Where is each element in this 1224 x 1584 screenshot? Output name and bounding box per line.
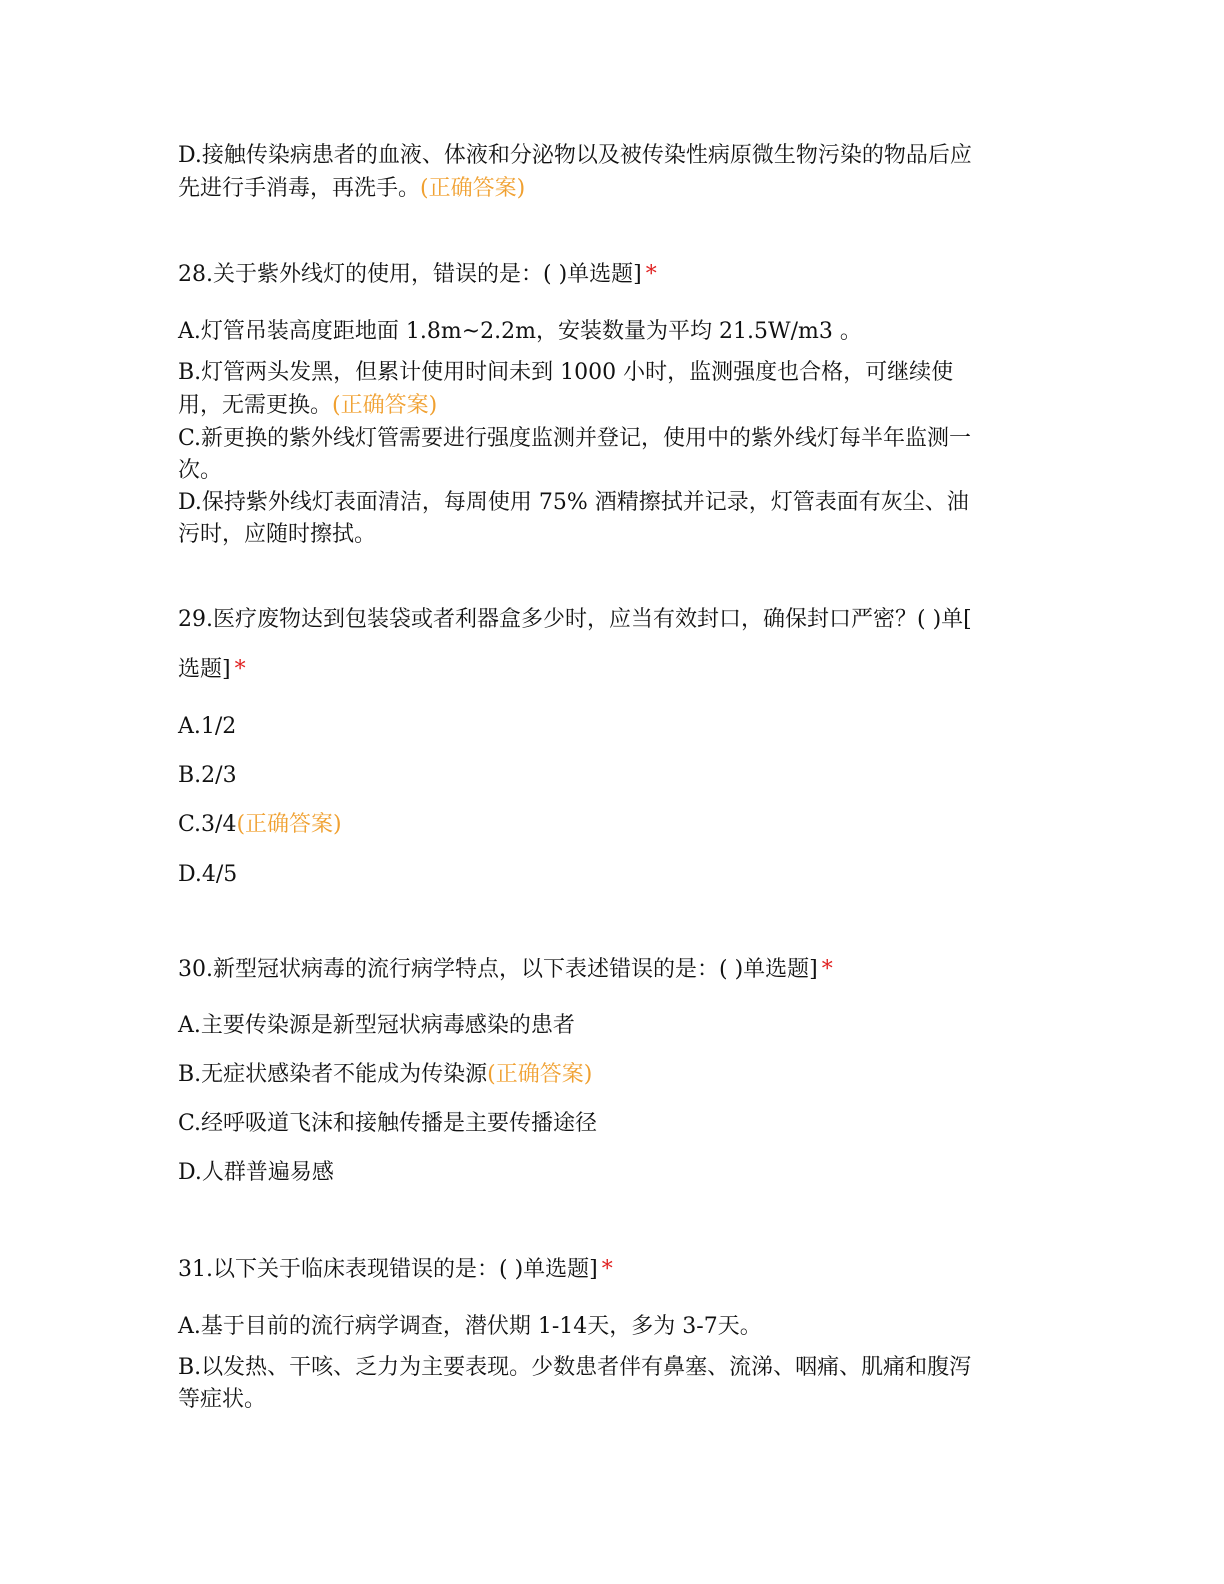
q30-option-d: D.人群普遍易感: [178, 1160, 334, 1185]
q28-option-d-line1: D.保持紫外线灯表面清洁，每周使用 75% 酒精擦拭并记录，灯管表面有灰尘、油: [178, 490, 969, 515]
q28-option-b-line1: B.灯管两头发黑，但累计使用时间未到 1000 小时，监测强度也合格，可继续使: [178, 360, 954, 385]
q28-title-text: 28.关于紫外线灯的使用，错误的是：( )单选题]: [178, 262, 642, 287]
correct-answer-tag: (正确答案): [332, 393, 438, 418]
required-asterisk: *: [645, 262, 657, 287]
correct-answer-tag: (正确答案): [420, 176, 526, 201]
q31-option-b-line1: B.以发热、干咳、乏力为主要表现。少数患者伴有鼻塞、流涕、咽痛、肌痛和腹泻: [178, 1355, 972, 1380]
correct-answer-tag: (正确答案): [236, 812, 342, 837]
required-asterisk: *: [234, 657, 246, 682]
required-asterisk: *: [821, 957, 833, 982]
q30-option-a: A.主要传染源是新型冠状病毒感染的患者: [178, 1013, 575, 1038]
q29-option-c: [178, 811, 342, 839]
q29-title-text: 选题]: [178, 657, 231, 682]
q28-option-a: A.灯管吊装高度距地面 1.8m~2.2m，安装数量为平均 21.5W/m3 。: [178, 319, 862, 344]
q28-title: [178, 261, 657, 289]
q30-option-b: [178, 1061, 592, 1089]
q30-option-c: C.经呼吸道飞沫和接触传播是主要传播途径: [178, 1111, 598, 1136]
q28-option-c-line1: C.新更换的紫外线灯管需要进行强度监测并登记，使用中的紫外线灯每半年监测一: [178, 426, 972, 451]
q27-option-d-line2: [178, 175, 525, 203]
q31-title: [178, 1256, 613, 1284]
q29-option-c-text: C.3/4: [178, 812, 237, 837]
q28-option-d-line2: 污时，应随时擦拭。: [178, 522, 377, 547]
q27-option-d-line1: D.接触传染病患者的血液、体液和分泌物以及被传染性病原微生物污染的物品后应: [178, 143, 972, 168]
q30-title-text: 30.新型冠状病毒的流行病学特点，以下表述错误的是：( )单选题]: [178, 957, 818, 982]
correct-answer-tag: (正确答案): [487, 1062, 593, 1087]
q28-option-b-text: 用，无需更换。: [178, 393, 333, 418]
q28-option-c-line2: 次。: [178, 458, 223, 483]
q30-title: [178, 956, 833, 984]
q28-option-b-line2: [178, 392, 437, 420]
q29-option-a: A.1/2: [178, 714, 237, 739]
q31-option-a: A.基于目前的流行病学调查，潜伏期 1-14天，多为 3-7天。: [178, 1314, 762, 1339]
q29-title-line1: 29.医疗废物达到包装袋或者利器盒多少时，应当有效封口，确保封口严密？( )单[: [178, 607, 972, 632]
required-asterisk: *: [601, 1257, 613, 1282]
q31-title-text: 31.以下关于临床表现错误的是：( )单选题]: [178, 1257, 598, 1282]
q29-option-d: D.4/5: [178, 862, 238, 887]
q29-option-b: B.2/3: [178, 763, 237, 788]
q31-option-b-line2: 等症状。: [178, 1387, 267, 1412]
q30-option-b-text: B.无症状感染者不能成为传染源: [178, 1062, 488, 1087]
q27-option-d-text: 先进行手消毒，再洗手。: [178, 176, 421, 201]
q29-title-line2: [178, 656, 246, 684]
